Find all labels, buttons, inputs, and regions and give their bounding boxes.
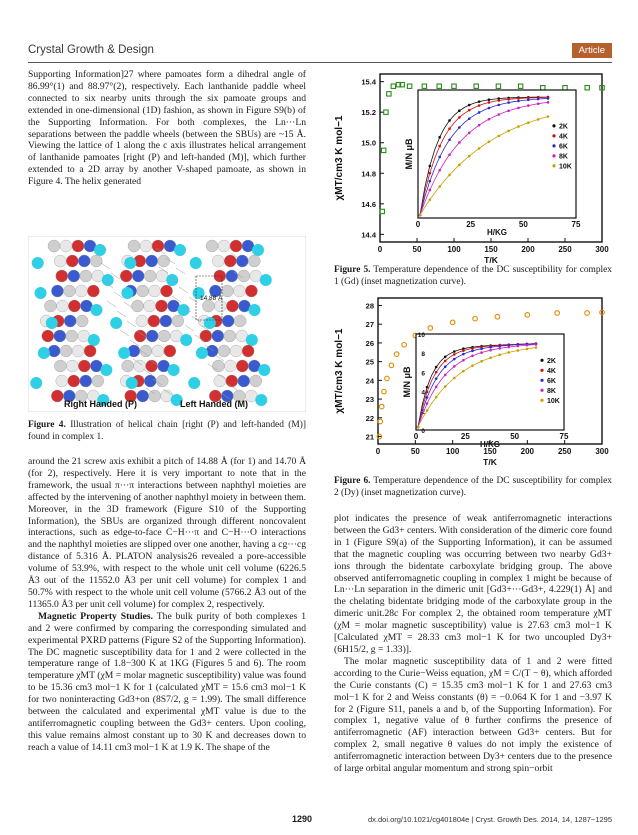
inset-y-label: M/N μB [404, 138, 414, 170]
figure-5-caption [334, 265, 612, 289]
figure-4-label: Figure 4. [28, 420, 66, 430]
inset-x-tick-label: 0 [415, 220, 421, 229]
left-handed-label: Left Handed (M) [180, 399, 248, 409]
atom-sphere [250, 375, 262, 387]
atom-sphere [233, 285, 245, 297]
atom-sphere [212, 255, 224, 267]
data-point [541, 86, 545, 90]
y-tick-label: 26 [365, 338, 374, 348]
atom-sphere [68, 375, 80, 387]
y-tick-label: 21 [365, 432, 374, 442]
figure-6-caption [334, 476, 612, 500]
data-point [391, 84, 395, 88]
legend-label: 2K [547, 357, 556, 365]
data-point [407, 84, 411, 88]
data-point [385, 376, 390, 381]
atom-sphere [68, 270, 80, 282]
atom-sphere [56, 375, 68, 387]
legend-marker [552, 134, 555, 137]
inset-x-tick-label: 0 [413, 432, 419, 441]
atom-sphere [224, 330, 236, 342]
atom-sphere [72, 345, 84, 357]
lanthanide-sphere [248, 304, 260, 316]
figure-5-svg [330, 68, 612, 268]
legend-label: 6K [559, 143, 568, 151]
data-point [496, 84, 500, 88]
atom-sphere [51, 285, 63, 297]
atom-sphere [148, 315, 160, 327]
atom-sphere [146, 360, 158, 372]
x-tick-label: 100 [445, 447, 460, 456]
x-tick-label: 0 [377, 245, 383, 254]
lanthanide-sphere [102, 274, 114, 286]
data-point [473, 316, 478, 321]
lanthanide-sphere [166, 274, 178, 286]
atom-sphere [242, 345, 254, 357]
legend-marker [540, 379, 543, 382]
left-column-top [28, 69, 306, 188]
data-point [402, 342, 407, 347]
x-tick-label: 100 [447, 245, 461, 254]
left-bottom-paragraph-2: The bulk purity of both complexes 1 and 2 were confirmed by comparing the corresponding simulated and experimental PXRD patterns (Figure S2 of the Supporting Information). The DC magnetic susceptibility data for 1 and 2 were collected in the temperature range of 1.8−300 K at 1KG (Figures 5 and 6). The room temperature χMT (χM = molar magnetic susceptibility) value was found to be 15.36 cm3 mol−1 K for 1 (calculated χMT = 15.6 cm3 mol−1 K for two noninteracting Gd3+on (8S7/2, g = 1.99). The small difference between the calculated and experimental χMT value is due to the antiferromagnetic coupling between the Gd3+ centers. Upon cooling, this value remains almost constant up to 30 K and decreases down to reach a value of 14.11 cm3 mol−1 K at 1.9 K. The shape of the [28, 610, 306, 753]
atom-sphere [78, 360, 90, 372]
legend-marker [540, 359, 543, 362]
journal-title: Crystal Growth & Design [28, 44, 154, 56]
atom-sphere [226, 270, 238, 282]
lanthanide-sphere [180, 334, 192, 346]
atom-sphere [122, 360, 134, 372]
legend-label: 2K [559, 123, 568, 131]
data-point [452, 84, 456, 88]
atom-sphere [245, 285, 257, 297]
figure-6-chart [330, 292, 612, 472]
atom-sphere [230, 345, 242, 357]
header-rule [28, 62, 612, 63]
atom-sphere [206, 240, 218, 252]
right-paragraph-2: The molar magnetic susceptibility data of 1 and 2 were fitted according to the Curie−Weiss equation, χM = C/(T − θ), which afforded the Curie constants (C) = 15.35 cm3 mol−1 K for 1 and 27.63 cm3 mol−1 K for 2 and Weiss constants (θ) = −0.064 K for 1 and −3.97 K for 2 (Figure S11, panels a and b, of the Supporting Information). For complex 1, negative value of θ further confirms the presence of antiferromagnetic (AF) interaction between Gd3+ centers. But for complex 2, small negative θ values do not imply the existence of antiferromagnetic interaction between Dy3+ centers due to the presence of large orbital angular momentum and strong spin−orbit [334, 655, 612, 775]
data-point [422, 84, 426, 88]
legend-label: 4K [559, 133, 568, 141]
legend-label: 6K [547, 377, 556, 385]
lanthanide-sphere [204, 317, 216, 329]
article-badge: Article [572, 43, 612, 58]
inset-x-tick-label: 25 [460, 432, 470, 441]
legend-marker [552, 164, 555, 167]
inset-y-tick-label: 10 [417, 332, 425, 339]
lanthanide-sphere [258, 364, 270, 376]
right-paragraph-1: plot indicates the presence of weak antiferromagnetic interactions between the Gd3+ centers. With consideration of the dimeric core found in 1 (Figure S9(a) of the Supporting Information), it can be assumed that the magnetic coupling was occurring between two nearby Gd3+ ions through the bidentate carboxylate bridging group. The above observed antiferromagnetic coupling in complex 1 might be because of Ln···Ln separation in the dimeric unit [Gd3+···Gd3+, 4.229(1) Å] and the chelating bidentate bridging mode of the carboxylate group in the dimeric unit.28c For complex 2, the obtained room temperature χMT (χM = molar magnetic susceptibility) value is 27.63 cm3 mol−1 K [Calculated χMT = 28.33 cm3 mol−1 K for two uncoupled Dy3+ (6H15/2, g = 1.33)]. [334, 513, 612, 655]
legend-label: 8K [559, 153, 568, 161]
atom-sphere [161, 285, 173, 297]
atom-sphere [230, 240, 242, 252]
x-tick-label: 50 [412, 245, 422, 254]
atom-sphere [54, 255, 66, 267]
left-bottom-paragraph-1: around the 21 screw axis exhibit a pitch of 14.88 Å (for 1) and 14.70 Å (for 2), respectively. Here it is very important to note that in the framework, the usual π···π interactions between naphthyl moieties are affected by the intervening of another naphthyl moiety in between them. Moreover, in the 3D framework (Figure S10 of the Supporting Information), the SBUs are organized through different noncovalent interactions, such as edge-to-face C−H···π and C−H···O interactions and the naphthyl moieties are slipped over one another, having a cg···cg distance of 5.316 Å. PLATON analysis26 revealed a pore-accessible volume of 53.9%, with respect to the whole unit cell volume (6226.5 Å3 out of the 11552.0 Å3 per unit cell volume) for complex 1 and 50.7% with respect to the whole unit cell volume (5766.2 Å3 out of the 11365.0 Å3 per unit cell volume) for complex 2, respectively. [28, 456, 306, 610]
inset-y-tick-label: 2 [421, 408, 425, 416]
page-header [28, 44, 612, 60]
atom-sphere [236, 255, 248, 267]
legend-marker [540, 369, 543, 372]
atom-sphere [90, 255, 102, 267]
atom-sphere [51, 390, 63, 402]
atom-sphere [80, 270, 92, 282]
lanthanide-sphere [252, 244, 264, 256]
atom-sphere [56, 300, 68, 312]
right-handed-label: Right Handed (P) [64, 399, 137, 409]
x-tick-label: 150 [484, 245, 498, 254]
data-point [382, 389, 387, 394]
atom-sphere [144, 300, 156, 312]
atom-sphere [78, 255, 90, 267]
data-point [450, 320, 455, 325]
footer-doi: dx.doi.org/10.1021/cg401804e | Cryst. Growth Des. 2014, 14, 1287−1295 [368, 815, 612, 824]
inset-x-tick-label: 50 [518, 220, 528, 229]
figure-4-caption [28, 420, 306, 444]
data-point [525, 313, 530, 318]
atom-sphere [200, 330, 212, 342]
lanthanide-sphere [110, 317, 122, 329]
atom-sphere [48, 240, 60, 252]
atom-sphere [226, 300, 238, 312]
legend-label: 4K [547, 367, 556, 375]
inset-x-label: H/KG [480, 440, 500, 449]
inset-y-tick-label: 0 [421, 428, 425, 435]
figure-5-chart [330, 68, 612, 268]
atom-sphere [134, 360, 146, 372]
data-point [428, 326, 433, 331]
atom-sphere [248, 255, 260, 267]
atom-sphere [144, 375, 156, 387]
atom-sphere [156, 375, 168, 387]
lanthanide-sphere [190, 257, 202, 269]
data-point [563, 86, 567, 90]
atom-sphere [156, 300, 168, 312]
atom-sphere [75, 285, 87, 297]
x-tick-label: 300 [595, 447, 609, 456]
lanthanide-sphere [100, 364, 112, 376]
inset-x-tick-label: 25 [466, 220, 476, 229]
y-tick-label: 27 [365, 320, 374, 330]
atom-sphere [152, 240, 164, 252]
y-tick-label: 28 [365, 301, 374, 311]
data-point [384, 110, 388, 114]
y-tick-label: 23 [365, 395, 374, 405]
x-tick-label: 0 [375, 447, 381, 456]
x-tick-label: 250 [557, 447, 572, 456]
atom-sphere [54, 360, 66, 372]
inset-y-tick-label: 4 [421, 389, 425, 397]
atom-sphere [56, 270, 68, 282]
legend-label: 10K [547, 397, 560, 405]
atom-sphere [238, 375, 250, 387]
atom-sphere [60, 345, 72, 357]
lanthanide-sphere [121, 287, 133, 299]
inset-x-tick-label: 75 [571, 220, 581, 229]
atom-sphere [146, 255, 158, 267]
atom-sphere [132, 270, 144, 282]
atom-sphere [172, 315, 184, 327]
atom-sphere [66, 330, 78, 342]
data-point [555, 311, 560, 316]
atom-sphere [160, 315, 172, 327]
legend-marker [552, 144, 555, 147]
left-column-bottom [28, 456, 306, 754]
atom-sphere [120, 270, 132, 282]
figure-5-text: Temperature dependence of the DC susceptibility for complex 1 (Gd) (inset magnetization curve). [334, 265, 612, 287]
atom-sphere [222, 315, 234, 327]
atom-sphere [137, 390, 149, 402]
lanthanide-sphere [118, 347, 130, 359]
atom-sphere [132, 300, 144, 312]
atom-sphere [66, 360, 78, 372]
y-tick-label: 15.4 [361, 77, 376, 87]
figure-4-image [28, 236, 306, 412]
lanthanide-sphere [94, 244, 106, 256]
atom-sphere [146, 330, 158, 342]
lanthanide-sphere [246, 334, 258, 346]
y-tick-label: 24 [365, 376, 374, 386]
atom-sphere [224, 360, 236, 372]
lanthanide-sphere [126, 377, 138, 389]
atom-sphere [158, 255, 170, 267]
y-axis-label: χMT/cm3 K mol−1 [334, 115, 345, 201]
lanthanide-sphere [260, 274, 272, 286]
inset-y-label: M/N μB [402, 366, 412, 398]
atom-sphere [140, 240, 152, 252]
x-axis-label: T/K [483, 457, 497, 467]
y-tick-label: 15.2 [361, 108, 376, 118]
lanthanide-sphere [174, 244, 186, 256]
inset-y-tick-label: 6 [421, 370, 425, 378]
lanthanide-sphere [46, 317, 58, 329]
atom-sphere [48, 345, 60, 357]
figure-6-label: Figure 6. [334, 476, 371, 486]
atom-sphere [63, 285, 75, 297]
data-point [389, 363, 394, 368]
lanthanide-sphere [30, 377, 42, 389]
lanthanide-sphere [168, 364, 180, 376]
y-tick-label: 15.0 [361, 138, 376, 148]
legend-marker [540, 389, 543, 392]
figure-5-label: Figure 5. [334, 265, 371, 275]
atom-sphere [60, 240, 72, 252]
legend-label: 8K [547, 387, 556, 395]
legend-marker [552, 154, 555, 157]
atom-sphere [137, 285, 149, 297]
page-number: 1290 [292, 814, 313, 824]
inset-x-label: H/KG [487, 228, 507, 237]
lanthanide-sphere [255, 394, 267, 406]
atom-sphere [214, 375, 226, 387]
data-point [379, 404, 384, 409]
data-point [585, 86, 589, 90]
atom-sphere [149, 285, 161, 297]
atom-sphere [234, 315, 246, 327]
data-point [437, 84, 441, 88]
lanthanide-sphere [35, 287, 47, 299]
atom-sphere [72, 240, 84, 252]
data-point [518, 84, 522, 88]
magnetic-heading: Magnetic Property Studies. [38, 610, 154, 622]
atom-sphere [44, 300, 56, 312]
atom-sphere [236, 360, 248, 372]
right-column-text [334, 513, 612, 775]
figure-4-text: Illustration of helical chain [right (P) and left-handed (M)] found in complex 1. [28, 420, 307, 442]
pitch-label: 14.88 Å [200, 295, 223, 302]
lanthanide-sphere [32, 257, 44, 269]
data-point [382, 148, 386, 152]
x-axis-label: T/K [484, 255, 498, 265]
inset-y-tick-label: 8 [421, 351, 425, 359]
atom-sphere [218, 345, 230, 357]
legend-label: 10K [559, 163, 572, 171]
legend-marker [552, 124, 555, 127]
atom-sphere [212, 360, 224, 372]
lanthanide-sphere [38, 347, 50, 359]
x-tick-label: 50 [410, 447, 420, 456]
lanthanide-sphere [188, 377, 200, 389]
data-point [474, 84, 478, 88]
atom-sphere [224, 255, 236, 267]
y-tick-label: 14.4 [361, 230, 376, 240]
atom-sphere [66, 255, 78, 267]
data-point [495, 314, 500, 319]
inset-x-tick-label: 75 [559, 432, 569, 441]
lanthanide-sphere [196, 347, 208, 359]
atom-sphere [149, 390, 161, 402]
y-tick-label: 22 [365, 413, 374, 423]
atom-sphere [158, 330, 170, 342]
lanthanide-sphere [90, 304, 102, 316]
atom-sphere [87, 285, 99, 297]
x-tick-label: 200 [521, 245, 535, 254]
data-point [387, 92, 391, 96]
figure-6-text: Temperature dependence of the DC susceptibility for complex 2 (Dy) (inset magnetization curve). [334, 476, 612, 498]
atom-sphere [64, 315, 76, 327]
atom-sphere [42, 330, 54, 342]
figure-6-svg [330, 292, 612, 472]
data-point [394, 352, 399, 357]
atom-sphere [152, 345, 164, 357]
y-tick-label: 25 [365, 357, 374, 367]
atom-sphere [92, 375, 104, 387]
legend-marker [540, 399, 543, 402]
atom-sphere [144, 270, 156, 282]
atom-sphere [128, 240, 140, 252]
lanthanide-sphere [124, 257, 136, 269]
atom-sphere [76, 315, 88, 327]
atom-sphere [164, 345, 176, 357]
lanthanide-sphere [88, 334, 100, 346]
left-top-paragraph: Supporting Information]27 where pamoates form a dihedral angle of 86.99°(1) and 88.97°(2), respectively. Each lanthanide paddle wheel connected to six nearby units through the six pamoate groups and extended in one-dimensional (1D) fashion, as shown in Figure S9(b) of the Supporting Information. For both complexes, the Ln···Ln separations between the paddle wheels (between the SBUs) are ~15 Å. Viewing the lattice of 1 along the c axis illustrates helical arrangement of lanthanide pamoates [right (P) and left-handed (M)], which further extended to a 2D array by another V-shaped pamoate, as shown in Figure 4. The helix generated [28, 69, 306, 188]
atom-sphere [212, 330, 224, 342]
y-axis-label: χMT/cm3 K mol−1 [334, 328, 345, 414]
atom-sphere [136, 315, 148, 327]
atom-sphere [68, 300, 80, 312]
atom-sphere [84, 345, 96, 357]
atom-sphere [218, 240, 230, 252]
atom-sphere [54, 330, 66, 342]
x-tick-label: 250 [558, 245, 572, 254]
inset-x-tick-label: 50 [510, 432, 520, 441]
x-tick-label: 300 [595, 245, 609, 254]
atom-sphere [226, 375, 238, 387]
helical-chain-illustration [28, 236, 306, 412]
atom-sphere [80, 375, 92, 387]
atom-sphere [221, 285, 233, 297]
x-tick-label: 150 [483, 447, 497, 456]
x-tick-label: 200 [520, 447, 535, 456]
y-tick-label: 14.8 [361, 169, 376, 179]
y-tick-label: 14.6 [361, 199, 376, 209]
data-point [585, 311, 590, 316]
inset-frame [416, 334, 564, 430]
